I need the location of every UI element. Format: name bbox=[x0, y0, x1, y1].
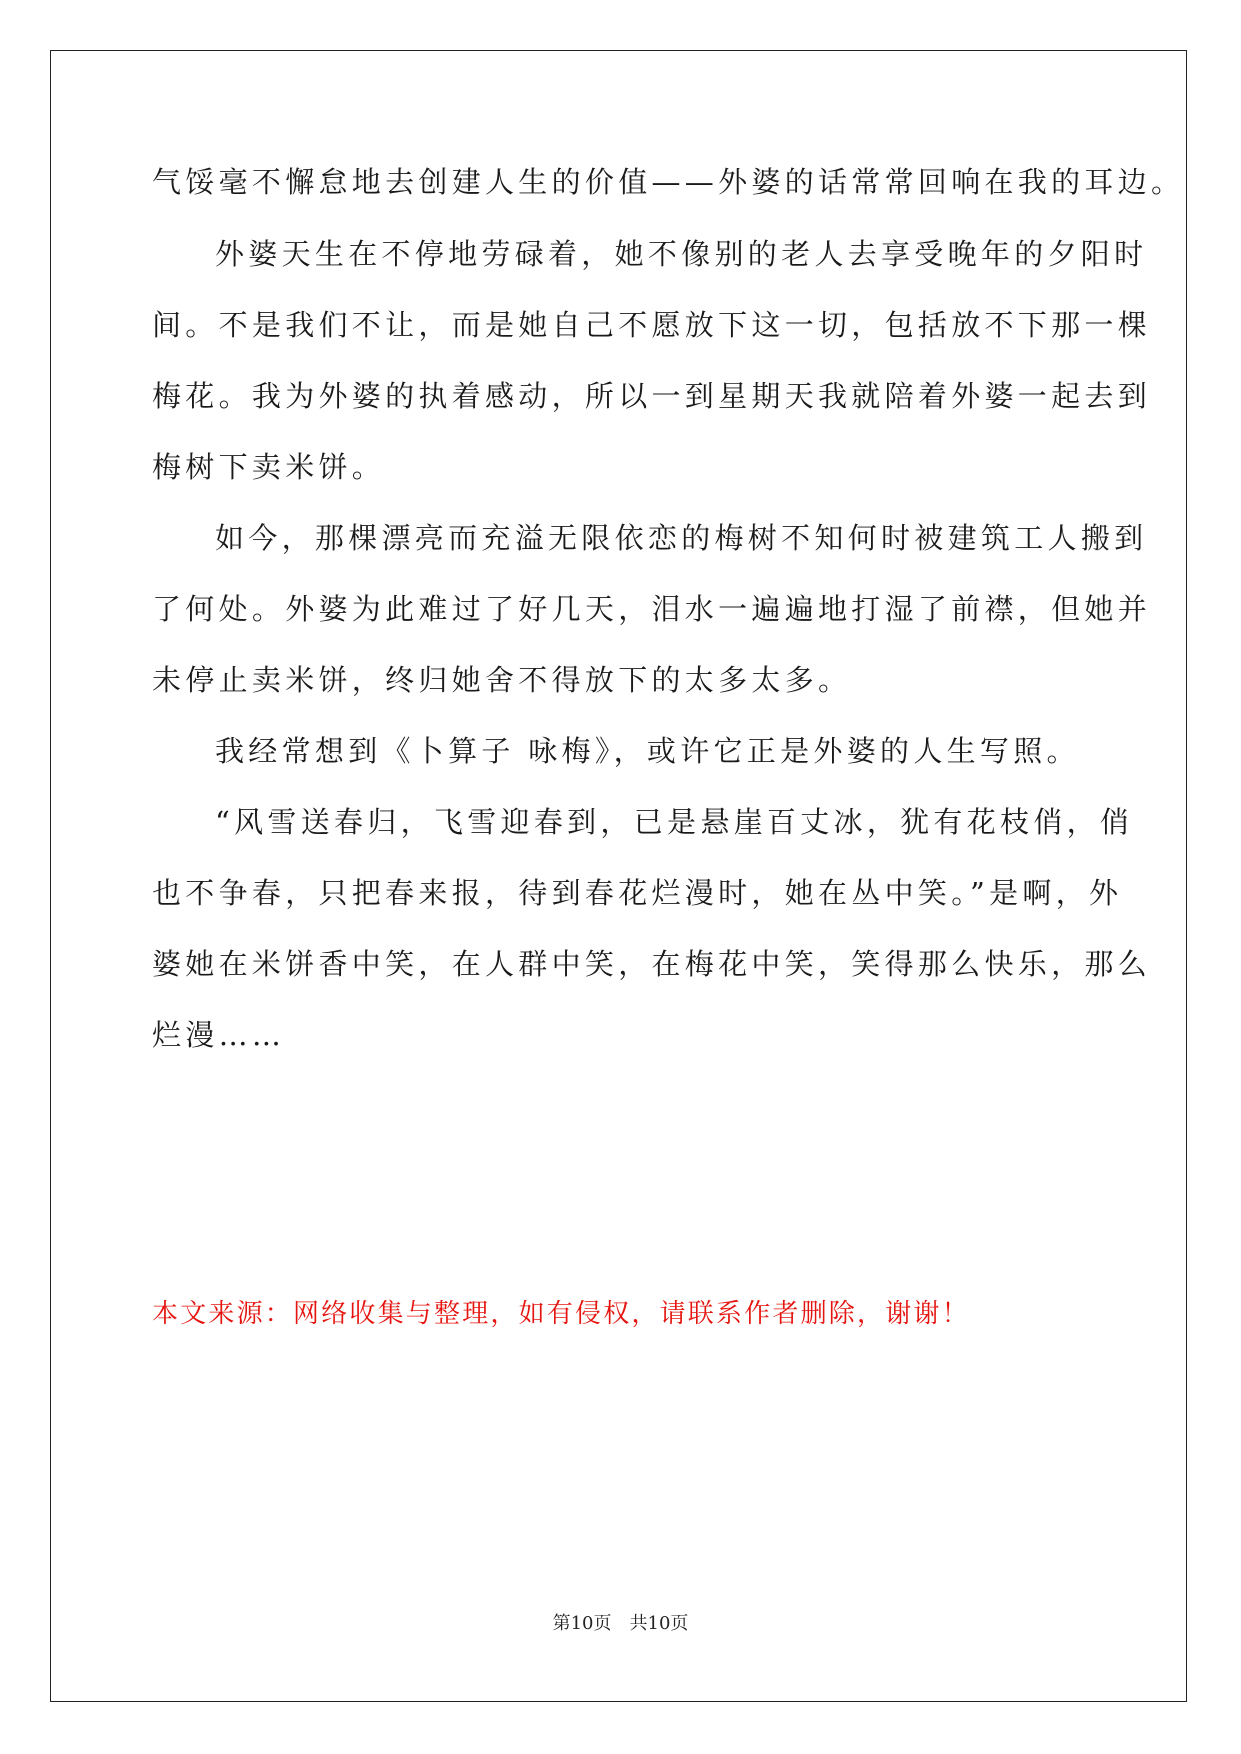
text-line: 烂漫…… bbox=[152, 1018, 286, 1052]
text-line: 未停止卖米饼，终归她舍不得放下的太多太多。 bbox=[152, 663, 852, 697]
source-disclaimer: 本文来源：网络收集与整理，如有侵权，请联系作者删除，谢谢！ bbox=[152, 1299, 970, 1329]
current-page-label: 第10页 bbox=[552, 1613, 612, 1634]
paragraph-line: “风雪送春归，飞雪迎春到，已是悬崖百丈冰，犹有花枝俏，俏 bbox=[215, 805, 1134, 839]
paragraph-line: 我经常想到《卜算子 咏梅》，或许它正是外婆的人生写照。 bbox=[215, 734, 1080, 768]
text-line: 梅树下卖米饼。 bbox=[152, 450, 386, 484]
text-line: 梅花。我为外婆的执着感动，所以一到星期天我就陪着外婆一起去到 bbox=[152, 379, 1152, 413]
text-line: 气馁毫不懈怠地去创建人生的价值——外婆的话常常回响在我的耳边。 bbox=[152, 165, 1185, 199]
total-pages-label: 共10页 bbox=[629, 1613, 689, 1634]
page-footer bbox=[0, 1612, 1241, 1636]
text-line: 间。不是我们不让，而是她自己不愿放下这一切，包括放不下那一棵 bbox=[152, 308, 1152, 342]
paragraph-line: 外婆天生在不停地劳碌着，她不像别的老人去享受晚年的夕阳时 bbox=[215, 237, 1148, 271]
text-line: 婆她在米饼香中笑，在人群中笑，在梅花中笑，笑得那么快乐，那么 bbox=[152, 947, 1152, 981]
paragraph-line: 如今，那棵漂亮而充溢无限依恋的梅树不知何时被建筑工人搬到 bbox=[215, 521, 1148, 555]
text-line: 也不争春，只把春来报，待到春花烂漫时，她在丛中笑。”是啊，外 bbox=[152, 876, 1123, 910]
text-line: 了何处。外婆为此难过了好几天，泪水一遍遍地打湿了前襟，但她并 bbox=[152, 592, 1152, 626]
